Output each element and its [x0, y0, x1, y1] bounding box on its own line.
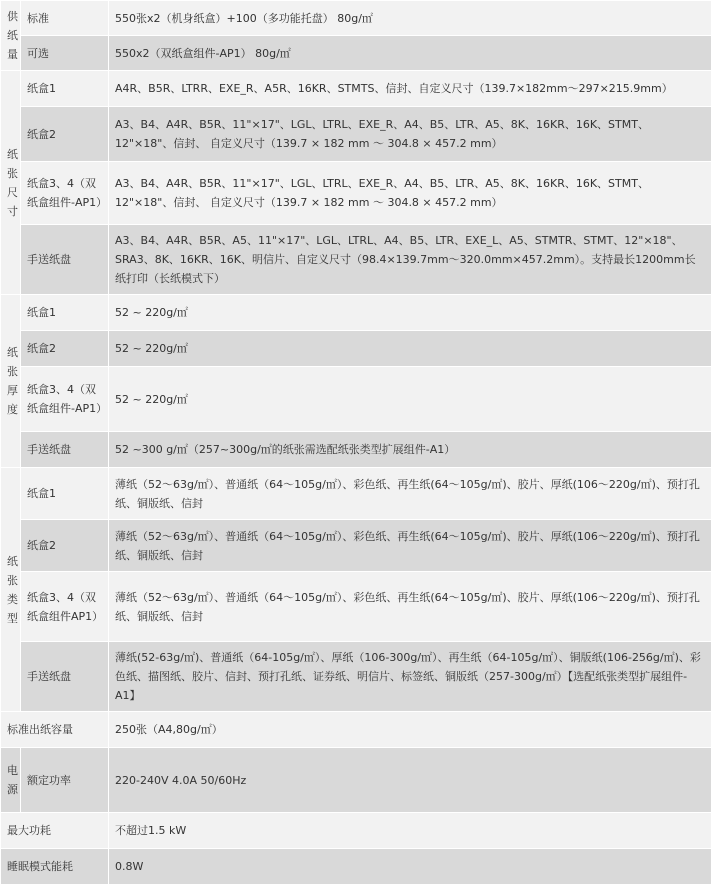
row-value: 550张x2（机身纸盒）+100（多功能托盘） 80g/㎡: [109, 1, 712, 36]
group-label-type: 纸 张 类 型: [1, 468, 21, 712]
row-value: 不超过1.5 kW: [109, 813, 712, 849]
row-label: 标准: [21, 1, 109, 36]
row-label: 纸盒2: [21, 107, 109, 162]
spec-row: [1, 162, 712, 225]
row-label: 纸盒1: [21, 71, 109, 107]
row-label: 最大功耗: [1, 813, 109, 849]
spec-row: [1, 107, 712, 162]
row-value: A4R、B5R、LTRR、EXE_R、A5R、16KR、STMTS、信封、自定义尺寸（139.7×182mm～297×215.9mm）: [109, 71, 712, 107]
spec-row: [1, 712, 712, 748]
spec-row: [1, 225, 712, 295]
group-label-supply: 供 纸 量: [1, 1, 21, 71]
spec-row: [1, 748, 712, 813]
row-label: 可选: [21, 36, 109, 71]
row-label: 纸盒2: [21, 331, 109, 367]
row-value: A3、B4、A4R、B5R、11"×17"、LGL、LTRL、EXE_R、A4、B5、LTR、A5、8K、16KR、16K、STMT、12"×18"、信封、 自定义尺寸（139.7 × 182 mm ～ 304.8 × 457.2 mm）: [109, 107, 712, 162]
spec-row: [1, 331, 712, 367]
row-value: 220-240V 4.0A 50/60Hz: [109, 748, 712, 813]
row-value: 薄纸（52～63g/㎡）、普通纸（64～105g/㎡）、彩色纸、再生纸(64～105g/㎡)、胶片、厚纸(106～220g/㎡)、预打孔纸、铜版纸、信封: [109, 572, 712, 642]
row-label: 纸盒3、4（双纸盒组件-AP1）: [21, 367, 109, 432]
row-label: 纸盒1: [21, 295, 109, 331]
row-value: 52 ~300 g/㎡（257~300g/㎡的纸张需选配纸张类型扩展组件-A1）: [109, 432, 712, 468]
row-value: 薄纸(52-63g/㎡)、普通纸（64-105g/㎡）、厚纸（106-300g/㎡）、再生纸（64-105g/㎡）、铜版纸(106-256g/㎡)、彩色纸、描图纸、胶片、信封、预打孔纸、证券纸、明信片、标签纸、铜版纸（257-300g/㎡）【选配纸张类型扩展组件-A1】: [109, 642, 712, 712]
row-value: A3、B4、A4R、B5R、A5、11"×17"、LGL、LTRL、A4、B5、LTR、EXE_L、A5、STMTR、STMT、12"×18"、SRA3、8K、16KR、16K、明信片、自定义尺寸（98.4×139.7mm～320.0mm×457.2mm）。支持最长1200mm长纸打印（长纸模式下）: [109, 225, 712, 295]
row-value: 薄纸（52～63g/㎡）、普通纸（64～105g/㎡）、彩色纸、再生纸(64～105g/㎡)、胶片、厚纸(106～220g/㎡)、预打孔纸、铜版纸、信封: [109, 468, 712, 520]
row-value: 52 ~ 220g/㎡: [109, 331, 712, 367]
spec-row: [1, 432, 712, 468]
row-label: 纸盒1: [21, 468, 109, 520]
spec-row: [1, 520, 712, 572]
group-label-power: 电 源: [1, 748, 21, 813]
row-value: 52 ~ 220g/㎡: [109, 295, 712, 331]
row-value: 薄纸（52～63g/㎡）、普通纸（64～105g/㎡）、彩色纸、再生纸(64～105g/㎡)、胶片、厚纸(106～220g/㎡)、预打孔纸、铜版纸、信封: [109, 520, 712, 572]
spec-row: [1, 642, 712, 712]
row-value: 0.8W: [109, 849, 712, 885]
row-value: 250张（A4,80g/㎡）: [109, 712, 712, 748]
spec-row: [1, 468, 712, 520]
spec-row: [1, 1, 712, 36]
row-value: 52 ~ 220g/㎡: [109, 367, 712, 432]
spec-row: [1, 849, 712, 885]
spec-row: [1, 36, 712, 71]
row-label: 纸盒3、4（双纸盒组件AP1）: [21, 572, 109, 642]
spec-row: [1, 71, 712, 107]
row-label: 手送纸盘: [21, 642, 109, 712]
row-label: 睡眠模式能耗: [1, 849, 109, 885]
row-label: 手送纸盘: [21, 225, 109, 295]
spec-row: [1, 572, 712, 642]
spec-row: [1, 295, 712, 331]
group-label-size: 纸 张 尺 寸: [1, 71, 21, 295]
row-label: 纸盒2: [21, 520, 109, 572]
row-label: 额定功率: [21, 748, 109, 813]
row-label: 手送纸盘: [21, 432, 109, 468]
spec-row: [1, 813, 712, 849]
row-value: 550x2（双纸盒组件-AP1） 80g/㎡: [109, 36, 712, 71]
row-value: A3、B4、A4R、B5R、11"×17"、LGL、LTRL、EXE_R、A4、B5、LTR、A5、8K、16KR、16K、STMT、12"×18"、信封、 自定义尺寸（139.7 × 182 mm ～ 304.8 × 457.2 mm）: [109, 162, 712, 225]
group-label-thickness: 纸 张 厚 度: [1, 295, 21, 468]
spec-row: [1, 367, 712, 432]
row-label: 标准出纸容量: [1, 712, 109, 748]
row-label: 纸盒3、4（双纸盒组件-AP1）: [21, 162, 109, 225]
